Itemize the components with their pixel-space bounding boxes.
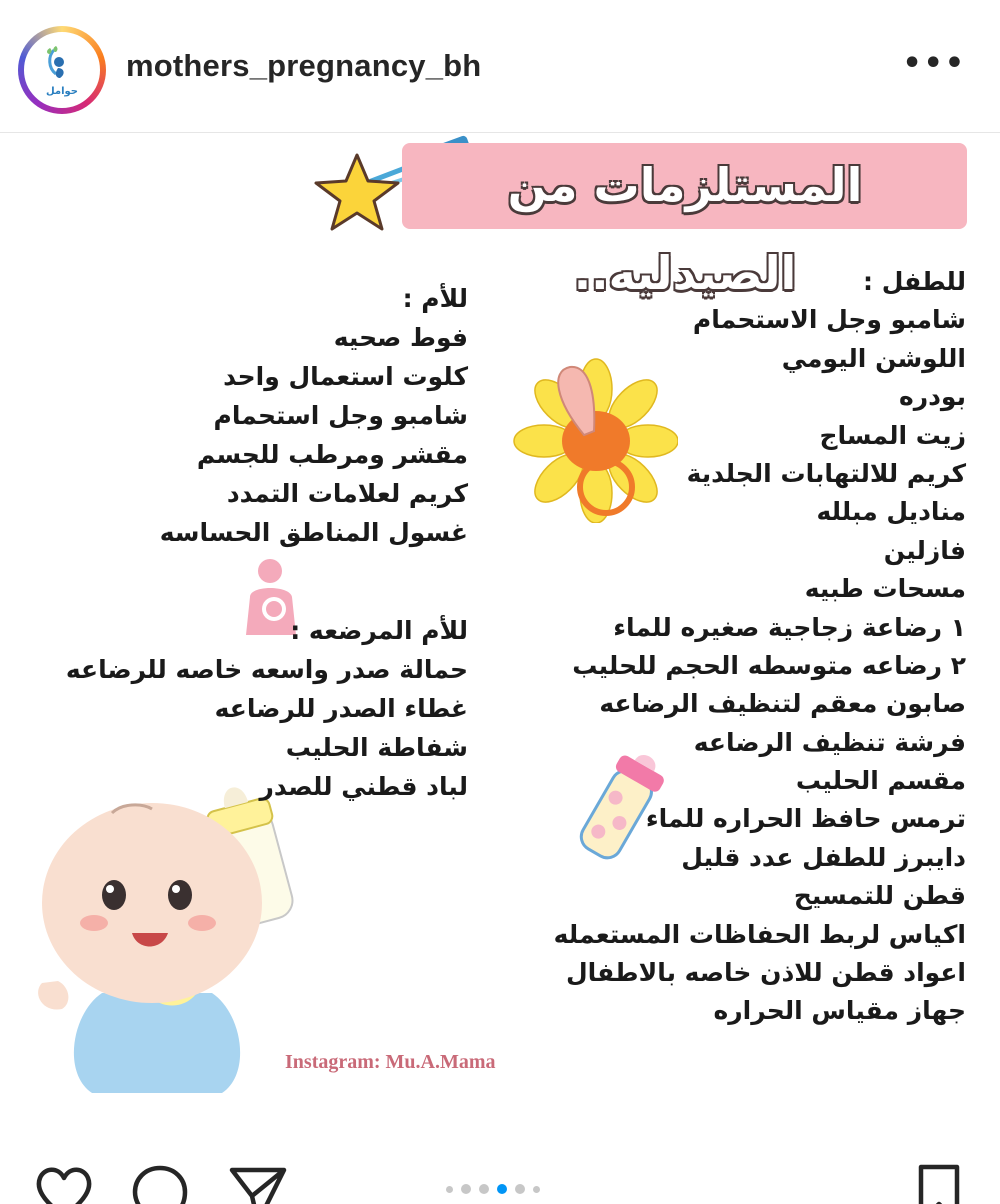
carousel-dot bbox=[533, 1186, 540, 1193]
list-item: كريم لعلامات التمدد bbox=[226, 479, 468, 508]
nursing-items-list bbox=[28, 611, 468, 806]
baby-illustration bbox=[22, 773, 322, 1103]
list-item: لباد قطني للصدر bbox=[259, 772, 468, 801]
list-item: زيت المساج bbox=[819, 420, 966, 450]
nursing-section-heading: للأم المرضعه : bbox=[290, 616, 468, 645]
post-header bbox=[0, 0, 1000, 133]
send-icon[interactable] bbox=[228, 1164, 288, 1204]
list-item: مقشر ومرطب للجسم bbox=[196, 440, 468, 469]
list-item: غسول المناطق الحساسه bbox=[159, 518, 468, 547]
star-icon bbox=[312, 151, 402, 233]
list-item: مناديل مبلله bbox=[816, 497, 966, 527]
avatar[interactable] bbox=[18, 26, 106, 114]
list-item: كلوت استعمال واحد bbox=[223, 362, 468, 391]
comment-icon[interactable] bbox=[130, 1164, 190, 1204]
list-item: اللوشن اليومي bbox=[781, 343, 966, 373]
avatar-logo-text: حوامل bbox=[45, 85, 79, 97]
mother-items-list bbox=[28, 279, 468, 552]
mother-section-heading: للأم : bbox=[402, 284, 468, 313]
list-item: فوط صحيه bbox=[333, 323, 468, 352]
carousel-dot bbox=[479, 1184, 489, 1194]
list-item: مسحات طبيه bbox=[804, 574, 966, 604]
list-item: بودره bbox=[898, 382, 966, 412]
list-item: كريم للالتهابات الجلدية bbox=[686, 458, 966, 488]
list-item: فرشة تنظيف الرضاعه bbox=[693, 727, 966, 757]
list-item: شامبو وجل استحمام bbox=[213, 401, 468, 430]
list-item: غطاء الصدر للرضاعه bbox=[214, 694, 468, 723]
list-item: دايبرز للطفل عدد قليل bbox=[681, 842, 966, 872]
bookmark-icon[interactable] bbox=[916, 1164, 962, 1204]
list-item: اكياس لربط الحفاظات المستعمله bbox=[553, 919, 966, 949]
list-item: حمالة صدر واسعه خاصه للرضاعه bbox=[65, 655, 468, 684]
list-item: شامبو وجل الاستحمام bbox=[692, 305, 966, 335]
baby-section-heading: للطفل : bbox=[863, 267, 966, 296]
list-item: قطن للتمسيح bbox=[793, 881, 966, 911]
list-item: صابون معقم لتنظيف الرضاعه bbox=[599, 689, 966, 719]
list-item: شفاطة الحليب bbox=[285, 733, 468, 762]
carousel-dot bbox=[446, 1186, 453, 1193]
carousel-indicator bbox=[446, 1184, 540, 1194]
list-item: فازلين bbox=[883, 535, 966, 565]
list-item: مقسم الحليب bbox=[795, 766, 966, 796]
list-item: ترمس حافظ الحراره للماء bbox=[645, 804, 966, 834]
banner-title: المستلزمات من الصيدليه.. bbox=[507, 158, 863, 300]
list-item: ١ رضاعة زجاجية صغيره للماء bbox=[613, 612, 966, 642]
carousel-dot-active bbox=[497, 1184, 507, 1194]
baby-items-list bbox=[506, 263, 966, 1031]
avatar-logo bbox=[24, 32, 100, 108]
username[interactable]: mothers_pregnancy_bh bbox=[126, 48, 482, 83]
carousel-dot bbox=[515, 1184, 525, 1194]
post-image[interactable] bbox=[0, 133, 1000, 1123]
list-item: جهاز مقياس الحراره bbox=[713, 996, 966, 1026]
list-item: اعواد قطن للاذن خاصه بالاطفال bbox=[565, 958, 966, 988]
pregnancy-logo-icon bbox=[42, 44, 82, 84]
more-options-button[interactable]: ••• bbox=[902, 46, 966, 81]
image-credit: Instagram: Mu.A.Mama bbox=[285, 1051, 496, 1073]
list-item: ٢ رضاعه متوسطه الحجم للحليب bbox=[572, 650, 966, 680]
carousel-dot bbox=[461, 1184, 471, 1194]
heart-icon[interactable] bbox=[34, 1164, 94, 1204]
